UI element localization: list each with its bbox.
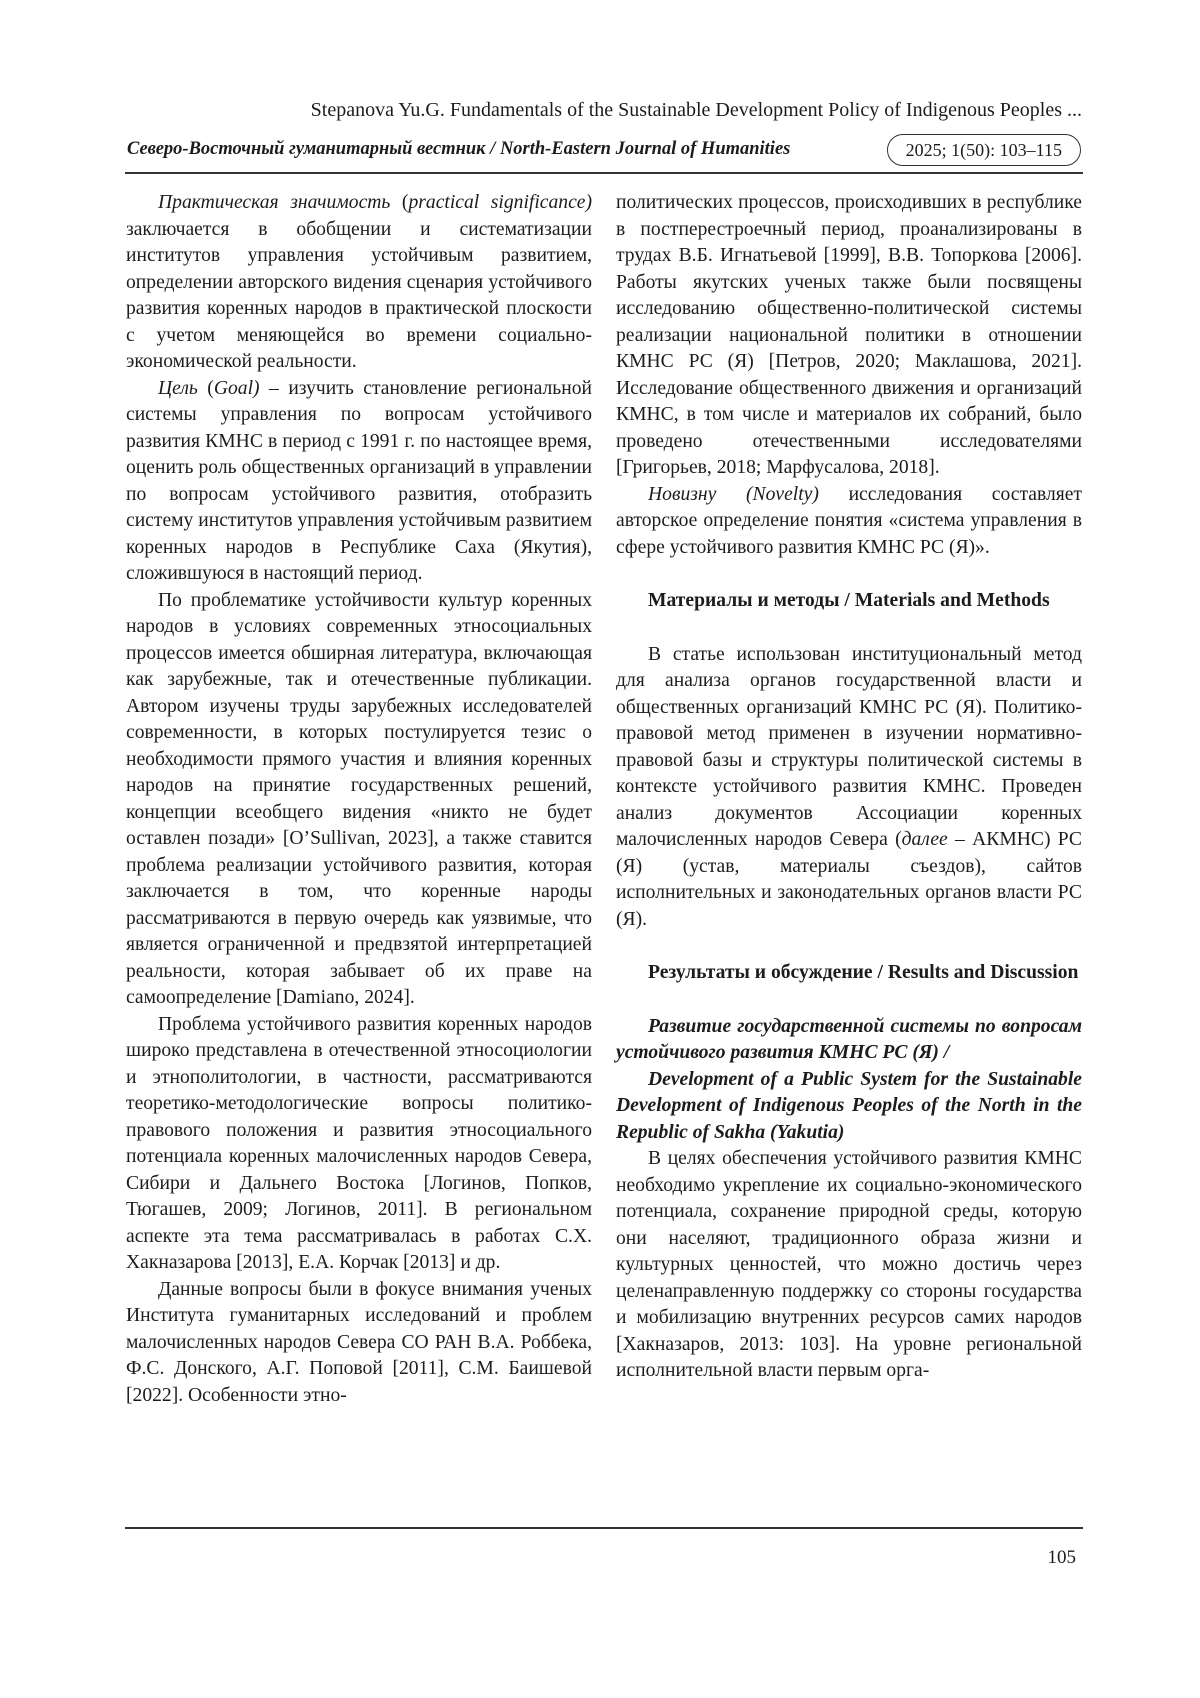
section-heading-materials-methods: Материалы и методы / Materials and Methods — [648, 590, 1050, 611]
paragraph-sustainable-development: В целях обеспечения устойчивого развития КМНС необходимо укрепление их социально-экономического потенциала, сохранение природной среды, которую они населяют, традиционного образа жизни и культурных ценностей, что можно достичь через целенаправленную поддержку со стороны государства и мобилизацию внутренних ресурсов самих народов [Хакназаров, 2013: 103]. На уровне региональной исполнительной власти первым орга- — [616, 1148, 1082, 1381]
paragraph-novelty: Новизну (Novelty) исследования составляет авторское определение понятия «система управления в сфере устойчивого развития КМНС РС (Я)». — [616, 483, 1082, 558]
paragraph-methods: В статье использован институциональный метод для анализа органов государственной власти и общественных организаций КМНС РС (Я). Политико-правовой метод применен в изучении нормативно-правовой базы и структуры политической системы в контексте устойчивого развития КМНС. Проведен анализ документов Ассоциации коренных малочисленных народов Севера (далее – АКМНС) РС (Я) (устав, материалы съездов), сайтов исполнительных и законодательных органов власти РС (Я). — [616, 643, 1082, 930]
term-novelty: Новизну (Novelty) — [648, 483, 819, 505]
term-goal: Цель — [158, 377, 198, 399]
journal-title: Северо-Восточный гуманитарный вестник / North-Eastern Journal of Humanities — [127, 139, 791, 159]
section-heading-results-discussion: Результаты и обсуждение / Results and Discussion — [648, 962, 1079, 983]
paragraph-literature-domestic: Проблема устойчивого развития коренных народов широко представлена в отечественной этносоциологии и этнополитологии, в частности, рассматриваются теоретико-методологические вопросы политико-правового положения и развития этносоциального потенциала коренных малочисленных народов Севера, Сибири и Дальнего Востока [Логинов, Попков, Тюгашев, 2009; Логинов, 2011]. В региональном аспекте эта тема рассматривалась в работах С.Х. Хакназарова [2013], Е.А. Корчак [2013] и др. — [126, 1013, 592, 1273]
paragraph-goal: Цель (Goal) – изучить становление региональной системы управления по вопросам устойчивого развития КМНС в период с 1991 г. по настоящее время, оценить роль общественных организаций в управлении по вопросам устойчивого развития, отобразить систему институтов управления устойчивым развитием коренных народов в Республике Саха (Якутия), сложившуюся в настоящий период. — [126, 377, 592, 584]
issue-badge: 2025; 1(50): 103–115 — [887, 134, 1081, 166]
subsection-heading-en: Development of a Public System for the Sustainable Development of Indigenous Peoples of the North in the Republic of Sakha (Yakutia) — [616, 1068, 1082, 1143]
running-head: Stepanova Yu.G. Fundamentals of the Sustainable Development Policy of Indigenous Peoples ... — [310, 99, 1082, 121]
term-practical-significance: Практическая значимость — [158, 192, 391, 213]
paragraph-literature-foreign: По проблематике устойчивости культур коренных народов в условиях современных этносоциальных процессов имеется обширная литература, включающая как зарубежные, так и отечественные публикации. Автором изучены труды зарубежных исследователей современности, в которых постулируется тезис о необходимости прямого участия и влияния коренных народов на принятие государственных решений, концепции всеобщего видения «никто не будет оставлен позади» [O’Sullivan, 2023], а также ставится проблема реализации устойчивого развития, которая заключается в том, что коренные народы рассматриваются в первую очередь как уязвимые, что является ограниченной и предвзятой интерпретацией реальности, которая забывает об их праве на самоопределение [Damiano, 2024]. — [126, 589, 592, 1008]
page-number: 105 — [1047, 1547, 1076, 1568]
journal-header-bar — [125, 134, 1083, 174]
left-column — [126, 190, 592, 1409]
paragraph-practical-significance: Практическая значимость (practical significance) заключается в обобщении и систематизации институтов управления устойчивым развитием, определении авторского видения сценария устойчивого развития коренных народов в практической плоскости с учетом меняющейся во времени социально-экономической реальности. — [126, 192, 592, 372]
paragraph-political-processes: политических процессов, происходивших в республике в постперестроечный период, проанализированы в трудах В.Б. Игнатьевой [1999], В.В. Топоркова [2006]. Работы якутских ученых также были посвящены исследованию общественно-политической системы реализации национальной политики в отношении КМНС РС (Я) [Петров, 2020; Маклашова, 2021]. Исследование общественного движения и организаций КМНС, в том числе и материалов их собраний, было проведено отечественными исследователями [Григорьев, 2018; Марфусалова, 2018]. — [616, 192, 1082, 478]
paragraph-institute-research: Данные вопросы были в фокусе внимания ученых Института гуманитарных исследований и проблем малочисленных народов Севера СО РАН В.А. Роббека, Ф.С. Донского, А.Г. Поповой [2011], С.М. Баишевой [2022]. Особенности этно- — [126, 1278, 592, 1406]
subsection-heading-ru: Развитие государственной системы по вопросам устойчивого развития КМНС РС (Я) / — [616, 1015, 1082, 1063]
footer-rule — [125, 1527, 1083, 1529]
right-column — [616, 190, 1082, 1385]
